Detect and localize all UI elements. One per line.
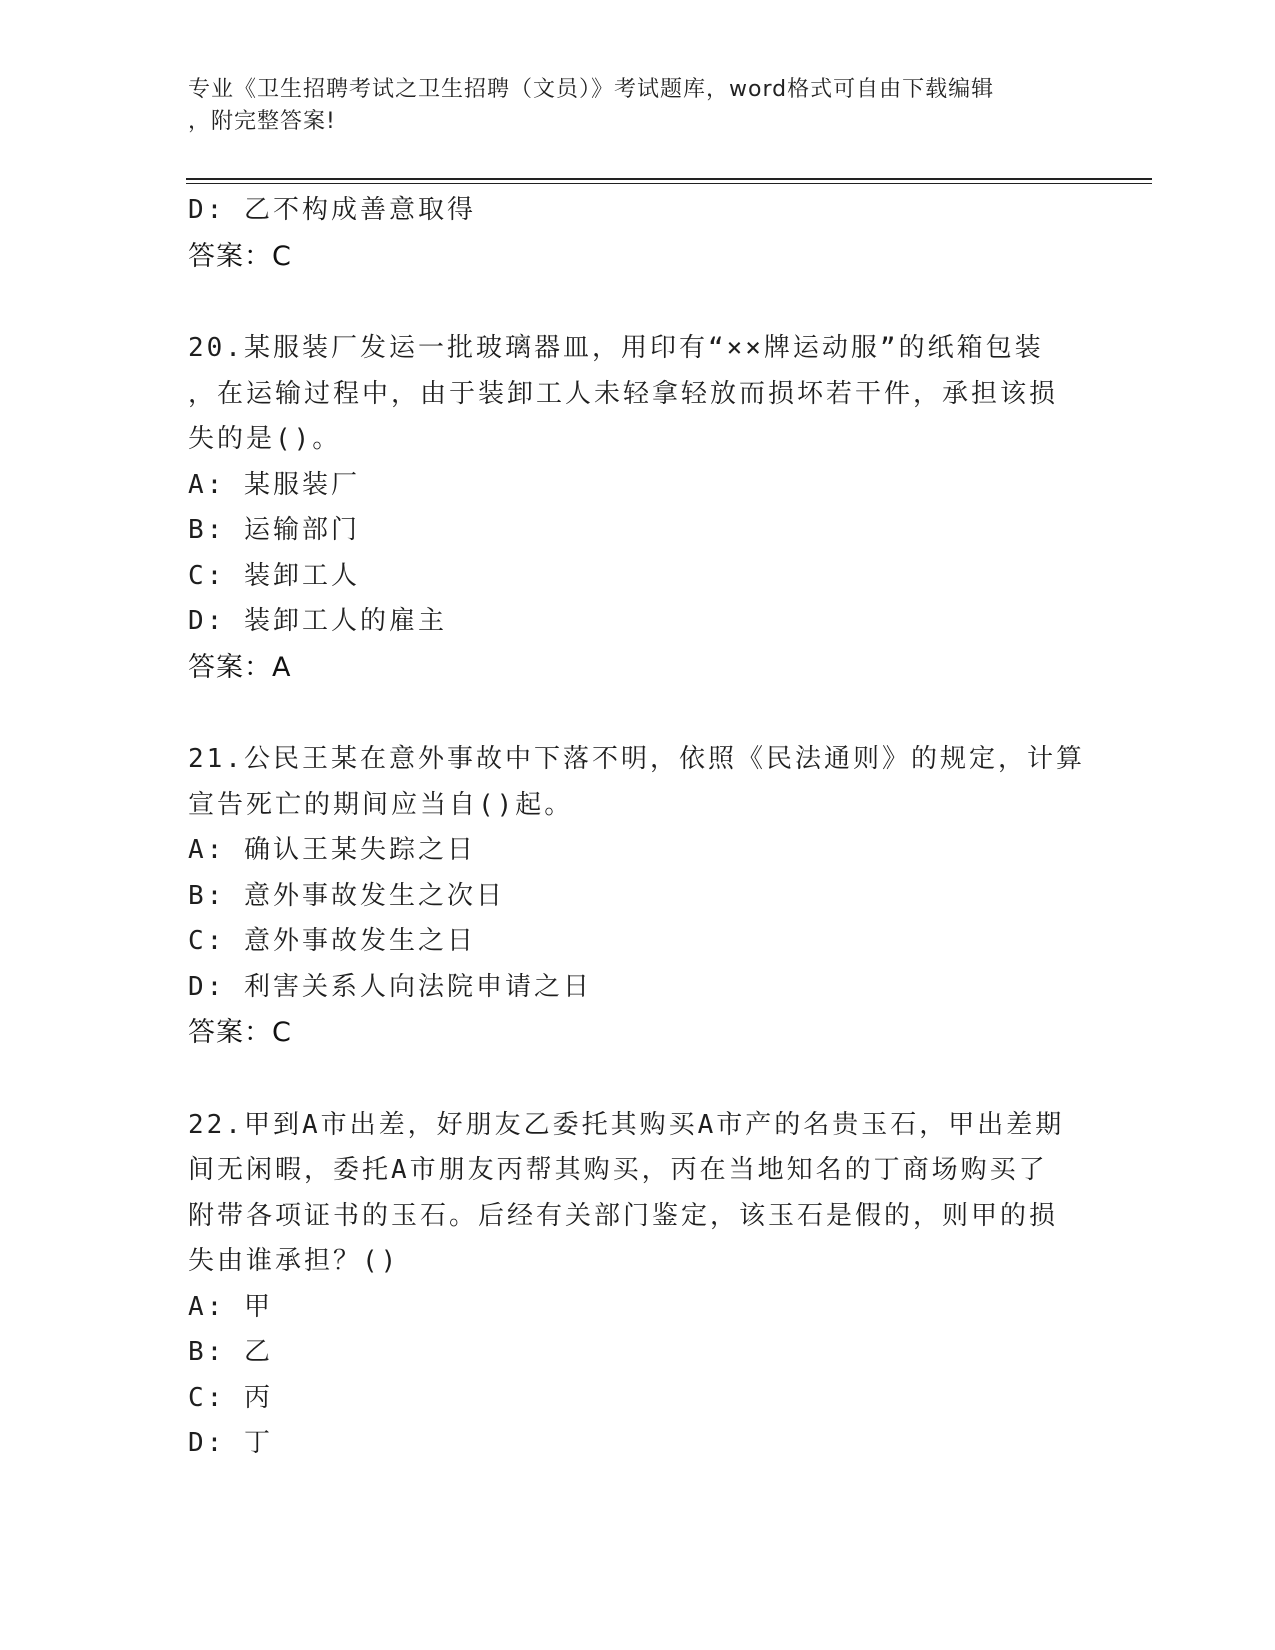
spacer <box>188 1056 1088 1103</box>
question-20-answer: 答案：A <box>188 651 292 683</box>
prev-answer: 答案：C <box>188 240 292 272</box>
question-20-line-1: 20.某服装厂发运一批玻璃器皿，用印有“××牌运动服”的纸箱包装 <box>188 333 1044 363</box>
question-22-line-3: 附带各项证书的玉石。后经有关部门鉴定，该玉石是假的，则甲的损 <box>188 1200 1059 1231</box>
spacer <box>188 690 1088 737</box>
question-21-option-d: D: 利害关系人向法院申请之日 <box>188 971 592 1002</box>
question-20-line-3: 失的是()。 <box>188 424 342 454</box>
question-22-line-2: 间无闲暇，委托A市朋友丙帮其购买，丙在当地知名的丁商场购买了 <box>188 1155 1048 1185</box>
question-22-option-a: A: 甲 <box>188 1291 273 1322</box>
question-22-option-c: C: 丙 <box>188 1382 273 1413</box>
question-20-option-b: B: 运输部门 <box>188 515 360 545</box>
question-21 <box>188 737 1088 1056</box>
question-21-option-b: B: 意外事故发生之次日 <box>188 880 505 911</box>
question-22-line-1: 22.甲到A市出差，好朋友乙委托其购买A市产的名贵玉石，甲出差期 <box>188 1109 1065 1140</box>
question-21-line-1: 21.公民王某在意外事故中下落不明，依照《民法通则》的规定，计算 <box>188 744 1085 774</box>
question-list <box>188 188 1088 1467</box>
question-20-option-c: C: 装卸工人 <box>188 560 360 591</box>
question-21-option-a: A: 确认王某失踪之日 <box>188 835 476 865</box>
question-20-option-a: A: 某服装厂 <box>188 469 360 500</box>
question-22 <box>188 1103 1088 1467</box>
question-22-option-b: B: 乙 <box>188 1337 273 1367</box>
question-22-line-4: 失由谁承担？() <box>188 1246 400 1276</box>
question-21-answer: 答案：C <box>188 1017 292 1048</box>
question-20-option-d: D: 装卸工人的雇主 <box>188 606 447 636</box>
header-rule-thick <box>186 178 1152 180</box>
question-22-option-d: D: 丁 <box>188 1428 273 1458</box>
question-21-line-2: 宣告死亡的期间应当自()起。 <box>188 789 574 820</box>
header-line-1: 专业《卫生招聘考试之卫生招聘（文员）》考试题库，word格式可自由下载编辑 <box>188 77 995 102</box>
question-21-option-c: C: 意外事故发生之日 <box>188 926 476 956</box>
prev-option-d: D: 乙不构成善意取得 <box>188 195 476 225</box>
question-20-line-2: ，在运输过程中，由于装卸工人未轻拿轻放而损坏若干件，承担该损 <box>188 378 1059 409</box>
header-line-2: ，附完整答案! <box>188 109 336 134</box>
document-header <box>188 74 1068 138</box>
question-20 <box>188 326 1088 690</box>
header-rule-thin <box>186 183 1152 184</box>
spacer <box>188 279 1088 326</box>
